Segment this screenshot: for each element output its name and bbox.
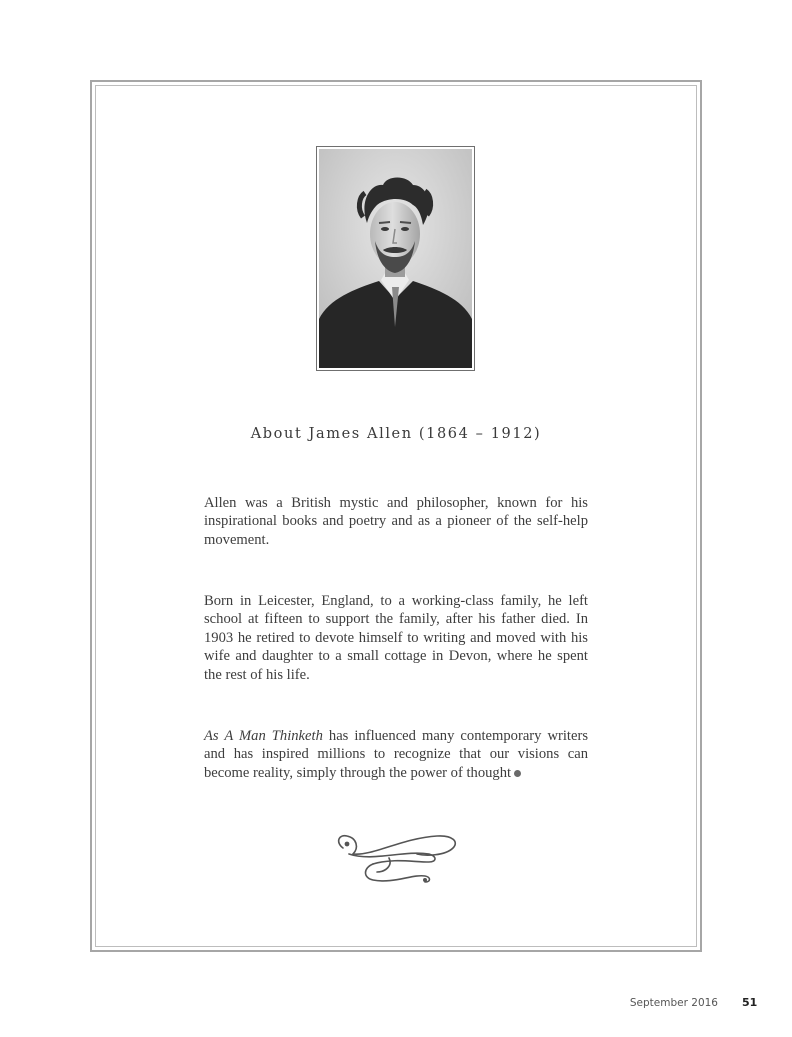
page-number: 51 bbox=[742, 996, 758, 1009]
flourish-ornament-icon bbox=[333, 828, 461, 886]
article-title: About James Allen (1864 – 1912) bbox=[250, 426, 542, 442]
footer-date: September 2016 bbox=[629, 997, 718, 1009]
paragraph-intro: Allen was a British mystic and philosopher, known for his inspirational books and poetry and as a pioneer of the self-help movement. bbox=[204, 495, 588, 548]
book-title-italic: As A Man Thinketh bbox=[204, 728, 323, 744]
portrait-photo-frame bbox=[316, 146, 475, 371]
paragraph-legacy-text: has influenced many contemporary writers and has inspired millions to recognize that our visions can become reality, simply through the power of thought bbox=[204, 728, 589, 781]
paragraph-biography: Born in Leicester, England, to a working-class family, he left school at fifteen to support the family, after his father died. In 1903 he retired to devote himself to writing and moved with his wife and daughter to a small cottage in Devon, where he spent the rest of his life. bbox=[204, 593, 588, 683]
portrait-photo bbox=[319, 149, 472, 368]
paragraph-legacy bbox=[204, 727, 588, 782]
end-mark-icon bbox=[514, 770, 521, 777]
